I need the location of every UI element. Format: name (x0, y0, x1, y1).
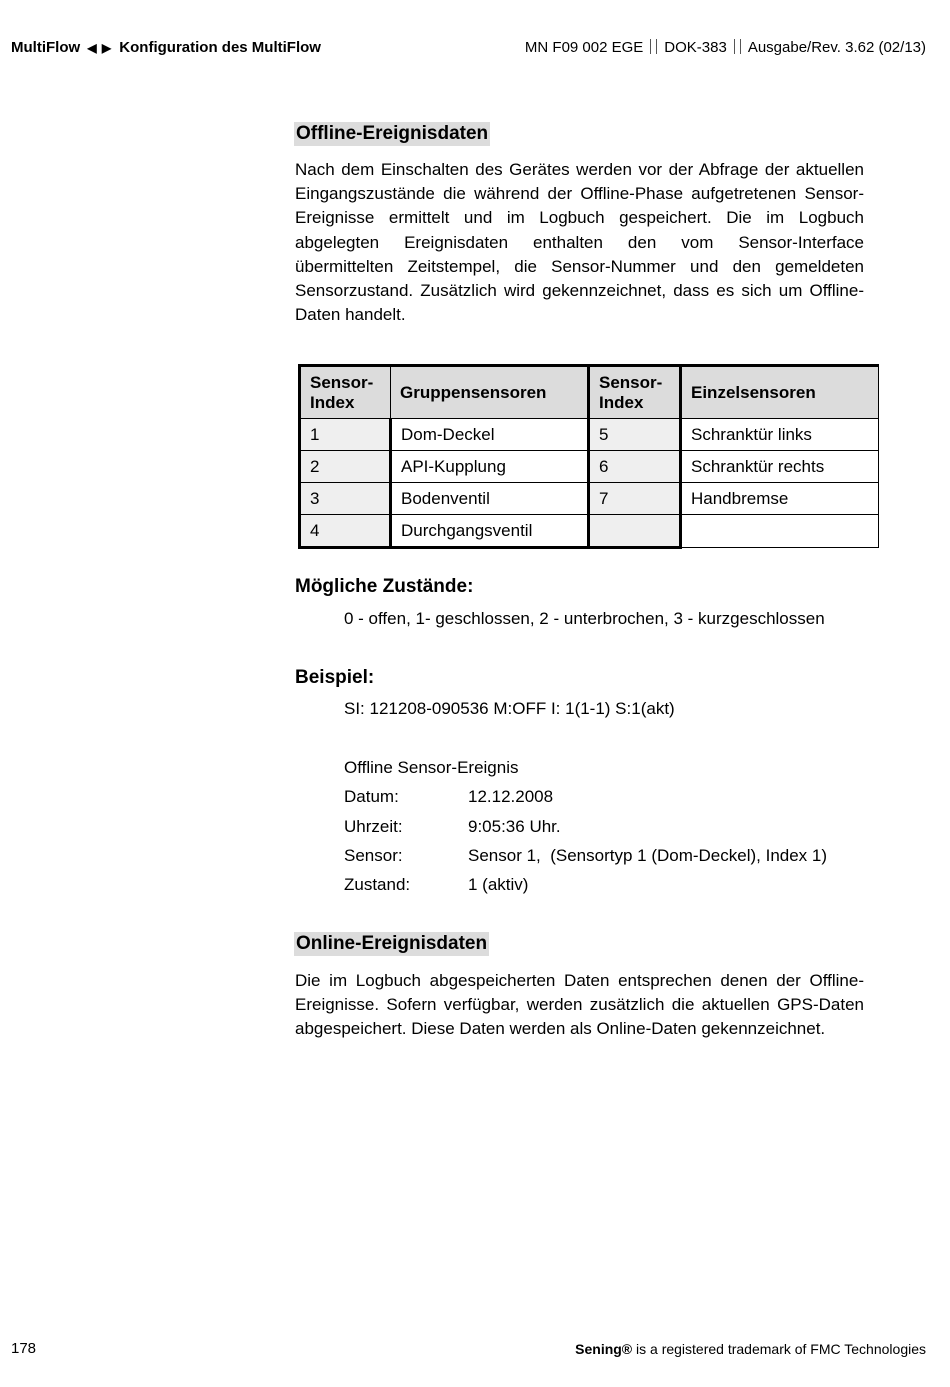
table-cell: Bodenventil (391, 483, 589, 515)
header-title (11, 39, 321, 56)
nav-arrows-icon: ◀ ▶ (87, 41, 113, 55)
brand-name: Sening® (575, 1341, 633, 1357)
online-heading: Online-Ereignisdaten (296, 933, 488, 954)
field-label: Uhrzeit: (344, 817, 403, 836)
separator (650, 39, 657, 54)
field-value: Sensor 1, (Sensortyp 1 (Dom-Deckel), Index 1) (468, 846, 828, 865)
table-cell: 7 (589, 483, 681, 515)
example-code: SI: 121208-090536 M:OFF I: 1(1-1) S:1(akt) (344, 699, 675, 718)
field-label: Datum: (344, 787, 399, 806)
states-text: 0 - offen, 1- geschlossen, 2 - unterbrochen, 3 - kurzgeschlossen (344, 609, 825, 628)
header-cell: Sensor-Index (300, 366, 391, 419)
states-heading: Mögliche Zustände: (295, 576, 474, 597)
field-value: 1 (aktiv) (468, 875, 529, 894)
table-cell: Dom-Deckel (391, 419, 589, 451)
revision: Ausgabe/Rev. 3.62 (02/13) (747, 39, 926, 56)
field-label: Sensor: (344, 846, 403, 865)
header-cell: Sensor-Index (589, 366, 681, 419)
table-cell (589, 515, 681, 548)
doc-number: MN F09 002 EGE (524, 39, 644, 56)
example-title: Offline Sensor-Ereignis (344, 758, 519, 777)
offline-paragraph: Nach dem Einschalten des Gerätes werden vor der Abfrage der aktuellen Eingangszustände die während der Offline-Phase aufgetretenen Sensor-Ereignisse ermittelt und im Logbuch gespeichert. Die im Logbuch abgelegten Ereignisdaten enthalten den vom Sensor-Interface übermittelten Zeitstempel, die Sensor-Nummer und den gemeldeten Sensorzustand. Zusätzlich wird gekennzeichnet, dass es sich um Offline-Daten handelt. (295, 160, 864, 325)
header-cell: Gruppensensoren (391, 366, 589, 419)
header-cell: Einzelsensoren (681, 366, 879, 419)
table-header-row (300, 366, 879, 419)
field-value: 12.12.2008 (468, 787, 554, 806)
sensor-table (298, 364, 879, 549)
offline-heading: Offline-Ereignisdaten (296, 123, 489, 144)
table-cell: 3 (300, 483, 391, 515)
table-cell: 5 (589, 419, 681, 451)
trademark-text: is a registered trademark of FMC Technologies (632, 1341, 926, 1357)
example-heading: Beispiel: (295, 667, 375, 688)
table-cell: Handbremse (681, 483, 879, 515)
table-row (300, 451, 879, 483)
table-cell: API-Kupplung (391, 451, 589, 483)
table-cell: 1 (300, 419, 391, 451)
section-name: Konfiguration des MultiFlow (119, 39, 321, 56)
table-row (300, 515, 879, 548)
product-name: MultiFlow (11, 39, 81, 56)
page-number: 178 (11, 1340, 37, 1357)
header-docinfo (525, 39, 926, 56)
trademark-note (575, 1341, 926, 1357)
table-cell: Schranktür rechts (681, 451, 879, 483)
table-cell: Schranktür links (681, 419, 879, 451)
table-cell: 2 (300, 451, 391, 483)
dok-number: DOK-383 (664, 39, 727, 56)
table-cell: Durchgangsventil (391, 515, 589, 548)
table-row (300, 483, 879, 515)
table-cell: 6 (589, 451, 681, 483)
table-cell (681, 515, 879, 548)
separator (734, 39, 741, 54)
field-label: Zustand: (344, 875, 411, 894)
online-paragraph: Die im Logbuch abgespeicherten Daten entsprechen denen der Offline-Ereignisse. Sofern verfügbar, werden zusätzlich die aktuellen GPS-Daten abgespeichert. Diese Daten werden als Online-Daten gekennzeichnet. (295, 971, 864, 1039)
table-row (300, 419, 879, 451)
field-value: 9:05:36 Uhr. (468, 817, 561, 836)
table-cell: 4 (300, 515, 391, 548)
